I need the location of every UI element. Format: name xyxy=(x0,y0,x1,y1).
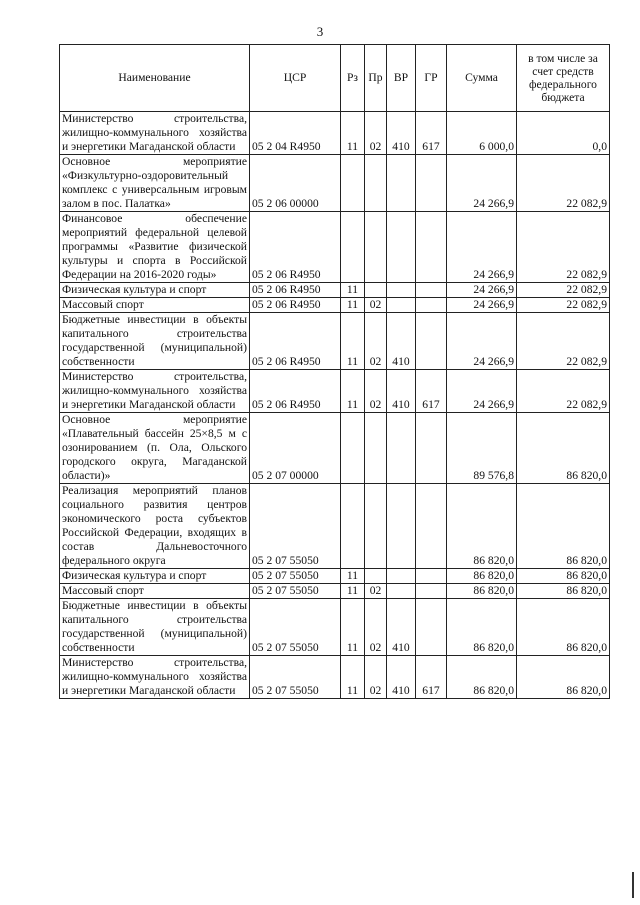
cell-vr: 410 xyxy=(387,112,416,155)
cell-csr: 05 2 07 00000 xyxy=(250,413,341,484)
cell-pr: 02 xyxy=(365,599,387,656)
cell-gr xyxy=(416,155,447,212)
cell-vr xyxy=(387,212,416,283)
cell-sum: 6 000,0 xyxy=(447,112,517,155)
cell-sum: 24 266,9 xyxy=(447,370,517,413)
table-header-row xyxy=(60,45,610,112)
cell-csr: 05 2 06 R4950 xyxy=(250,313,341,370)
cell-rz: 11 xyxy=(341,569,365,584)
cell-pr: 02 xyxy=(365,370,387,413)
header-pr: Пр xyxy=(365,45,387,112)
cell-csr: 05 2 07 55050 xyxy=(250,569,341,584)
cell-name: Финансовое обеспечение мероприятий федеральной целевой программы «Развитие физической культуры и спорта в Российской Федерации на 2016-2020 годы» xyxy=(60,212,250,283)
cell-pr xyxy=(365,484,387,569)
cell-federal: 22 082,9 xyxy=(517,298,610,313)
cell-pr: 02 xyxy=(365,656,387,699)
cell-sum: 86 820,0 xyxy=(447,584,517,599)
budget-table xyxy=(59,44,610,699)
header-csr: ЦСР xyxy=(250,45,341,112)
cell-csr: 05 2 06 R4950 xyxy=(250,212,341,283)
table-row xyxy=(60,112,610,155)
cell-pr: 02 xyxy=(365,313,387,370)
cell-sum: 24 266,9 xyxy=(447,283,517,298)
cell-name: Основное мероприятие «Плавательный бассейн 25×8,5 м с озонированием (п. Ола, Ольского городского округа, Магаданской области)» xyxy=(60,413,250,484)
cell-sum: 24 266,9 xyxy=(447,212,517,283)
header-name: Наименование xyxy=(60,45,250,112)
header-sum: Сумма xyxy=(447,45,517,112)
header-gr: ГР xyxy=(416,45,447,112)
cell-vr xyxy=(387,584,416,599)
table-row xyxy=(60,370,610,413)
cell-vr xyxy=(387,413,416,484)
cell-federal: 86 820,0 xyxy=(517,656,610,699)
table-row xyxy=(60,155,610,212)
header-federal: в том числе за счет средств федерального бюджета xyxy=(517,45,610,112)
cell-gr xyxy=(416,569,447,584)
cell-vr: 410 xyxy=(387,599,416,656)
cell-rz: 11 xyxy=(341,656,365,699)
table-body xyxy=(60,112,610,699)
cell-pr xyxy=(365,413,387,484)
cell-name: Физическая культура и спорт xyxy=(60,283,250,298)
cell-vr xyxy=(387,298,416,313)
cell-pr: 02 xyxy=(365,584,387,599)
table-row xyxy=(60,413,610,484)
cell-vr xyxy=(387,484,416,569)
cell-rz xyxy=(341,413,365,484)
cell-federal: 86 820,0 xyxy=(517,584,610,599)
cell-name: Массовый спорт xyxy=(60,298,250,313)
cell-gr xyxy=(416,584,447,599)
cell-sum: 24 266,9 xyxy=(447,298,517,313)
cell-gr xyxy=(416,484,447,569)
cell-federal: 86 820,0 xyxy=(517,413,610,484)
cell-csr: 05 2 06 R4950 xyxy=(250,370,341,413)
header-rz: Рз xyxy=(341,45,365,112)
table-row xyxy=(60,484,610,569)
cell-name: Массовый спорт xyxy=(60,584,250,599)
cell-name: Основное мероприятие «Физкультурно-оздоровительный комплекс с универсальным игровым залом в пос. Палатка» xyxy=(60,155,250,212)
cell-vr: 410 xyxy=(387,313,416,370)
cell-federal: 0,0 xyxy=(517,112,610,155)
cell-vr xyxy=(387,569,416,584)
cell-vr xyxy=(387,155,416,212)
cell-csr: 05 2 04 R4950 xyxy=(250,112,341,155)
cell-csr: 05 2 06 R4950 xyxy=(250,298,341,313)
table-row xyxy=(60,599,610,656)
cell-rz: 11 xyxy=(341,298,365,313)
cell-csr: 05 2 07 55050 xyxy=(250,584,341,599)
cell-gr: 617 xyxy=(416,656,447,699)
cell-rz: 11 xyxy=(341,584,365,599)
cell-gr: 617 xyxy=(416,112,447,155)
cell-sum: 24 266,9 xyxy=(447,313,517,370)
cell-pr xyxy=(365,283,387,298)
cell-pr xyxy=(365,212,387,283)
cell-federal: 22 082,9 xyxy=(517,155,610,212)
cell-pr: 02 xyxy=(365,298,387,313)
cell-rz xyxy=(341,484,365,569)
cell-vr: 410 xyxy=(387,656,416,699)
cell-gr: 617 xyxy=(416,370,447,413)
cell-sum: 86 820,0 xyxy=(447,599,517,656)
cell-csr: 05 2 06 R4950 xyxy=(250,283,341,298)
table-row xyxy=(60,656,610,699)
cell-sum: 86 820,0 xyxy=(447,656,517,699)
cell-federal: 22 082,9 xyxy=(517,283,610,298)
cell-gr xyxy=(416,313,447,370)
cell-federal: 22 082,9 xyxy=(517,212,610,283)
cell-rz: 11 xyxy=(341,112,365,155)
cell-name: Министерство строительства, жилищно-коммунального хозяйства и энергетики Магаданской области xyxy=(60,656,250,699)
scan-edge-mark xyxy=(632,872,634,898)
cell-federal: 22 082,9 xyxy=(517,313,610,370)
table-row xyxy=(60,584,610,599)
cell-csr: 05 2 06 00000 xyxy=(250,155,341,212)
cell-name: Реализация мероприятий планов социального развития центров экономического роста субъектов Российской Федерации, входящих в состав Дальневосточного федерального округа xyxy=(60,484,250,569)
cell-csr: 05 2 07 55050 xyxy=(250,484,341,569)
cell-name: Министерство строительства, жилищно-коммунального хозяйства и энергетики Магаданской области xyxy=(60,112,250,155)
table-row xyxy=(60,313,610,370)
cell-name: Бюджетные инвестиции в объекты капитального строительства государственной (муниципальной) собственности xyxy=(60,599,250,656)
cell-csr: 05 2 07 55050 xyxy=(250,599,341,656)
cell-sum: 89 576,8 xyxy=(447,413,517,484)
cell-rz: 11 xyxy=(341,283,365,298)
cell-rz xyxy=(341,212,365,283)
page-number: 3 xyxy=(316,24,324,39)
cell-gr xyxy=(416,599,447,656)
cell-pr: 02 xyxy=(365,112,387,155)
cell-federal: 86 820,0 xyxy=(517,484,610,569)
table-row xyxy=(60,298,610,313)
cell-pr xyxy=(365,155,387,212)
cell-gr xyxy=(416,283,447,298)
cell-gr xyxy=(416,212,447,283)
cell-name: Бюджетные инвестиции в объекты капитального строительства государственной (муниципальной) собственности xyxy=(60,313,250,370)
cell-rz: 11 xyxy=(341,370,365,413)
cell-vr: 410 xyxy=(387,370,416,413)
cell-sum: 86 820,0 xyxy=(447,569,517,584)
cell-rz: 11 xyxy=(341,313,365,370)
cell-pr xyxy=(365,569,387,584)
cell-gr xyxy=(416,298,447,313)
header-vr: ВР xyxy=(387,45,416,112)
table-row xyxy=(60,212,610,283)
cell-name: Министерство строительства, жилищно-коммунального хозяйства и энергетики Магаданской области xyxy=(60,370,250,413)
cell-federal: 86 820,0 xyxy=(517,599,610,656)
cell-rz: 11 xyxy=(341,599,365,656)
cell-sum: 86 820,0 xyxy=(447,484,517,569)
table-row xyxy=(60,569,610,584)
cell-name: Физическая культура и спорт xyxy=(60,569,250,584)
cell-gr xyxy=(416,413,447,484)
cell-csr: 05 2 07 55050 xyxy=(250,656,341,699)
cell-federal: 22 082,9 xyxy=(517,370,610,413)
cell-vr xyxy=(387,283,416,298)
table-row xyxy=(60,283,610,298)
cell-federal: 86 820,0 xyxy=(517,569,610,584)
cell-sum: 24 266,9 xyxy=(447,155,517,212)
cell-rz xyxy=(341,155,365,212)
